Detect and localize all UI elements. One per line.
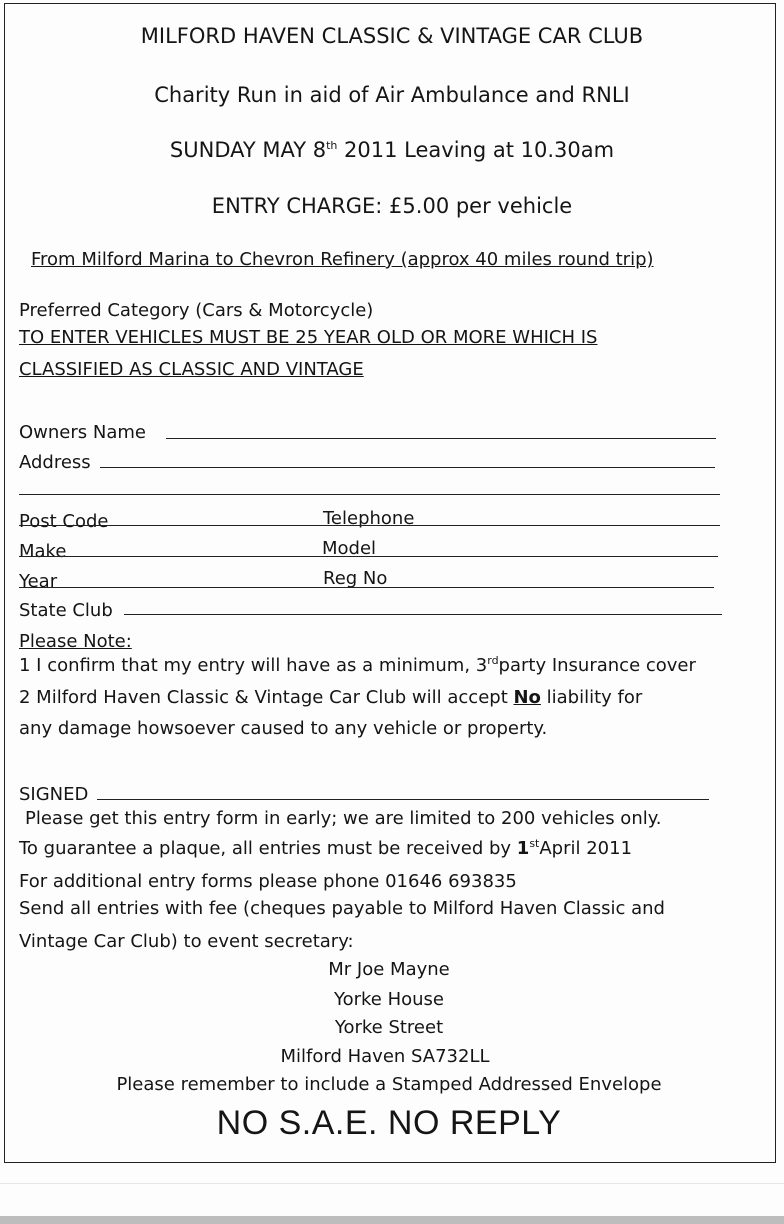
liability-emphasis: No (513, 687, 541, 708)
make-model-field[interactable] (19, 556, 718, 557)
owners-name-label: Owners Name (19, 422, 146, 443)
post-code-label: Post Code (19, 511, 109, 532)
secretary-street: Yorke Street (334, 1017, 444, 1038)
age-rule-line1: TO ENTER VEHICLES MUST BE 25 YEAR OLD OR MORE WHICH IS (19, 327, 598, 348)
send-entries-line1: Send all entries with fee (cheques payable to Milford Haven Classic and (19, 898, 665, 919)
telephone-label: Telephone (323, 508, 415, 529)
make-label: Make (19, 541, 67, 562)
year-label: Year (19, 571, 58, 592)
liability-note: 2 Milford Haven Classic & Vintage Car Club will accept No liability for (19, 687, 643, 708)
plaque-deadline: To guarantee a plaque, all entries must be received by 1stApril 2011 (19, 837, 633, 859)
additional-forms-phone: For additional entry forms please phone 01646 693835 (19, 871, 517, 892)
charity-line: Charity Run in aid of Air Ambulance and RNLI (154, 83, 630, 107)
please-note-heading: Please Note: (19, 631, 132, 652)
signature-field[interactable] (97, 799, 709, 800)
owners-name-field[interactable] (166, 438, 716, 439)
post-code-telephone-field[interactable] (19, 525, 720, 526)
club-title: MILFORD HAVEN CLASSIC & VINTAGE CAR CLUB (140, 24, 644, 48)
preferred-category: Preferred Category (Cars & Motorcycle) (19, 300, 374, 321)
reg-no-label: Reg No (323, 568, 388, 589)
secretary-house: Yorke House (333, 989, 444, 1010)
sae-reminder: Please remember to include a Stamped Addressed Envelope (116, 1074, 662, 1095)
early-entry-note: Please get this entry form in early; we are limited to 200 vehicles only. (25, 808, 662, 829)
entry-charge: ENTRY CHARGE: £5.00 per vehicle (211, 194, 573, 218)
insurance-note: 1 I confirm that my entry will have as a minimum, 3rdparty Insurance cover (19, 654, 696, 676)
scan-edge-line (0, 1183, 784, 1184)
scan-bottom-edge (0, 1216, 784, 1224)
send-entries-line2: Vintage Car Club) to event secretary: (19, 931, 354, 952)
no-sae-warning: NO S.A.E. NO REPLY (216, 1104, 562, 1142)
secretary-town: Milford Haven SA732LL (280, 1046, 490, 1067)
event-date: SUNDAY MAY 8th 2011 Leaving at 10.30am (169, 138, 615, 162)
year-reg-field[interactable] (19, 587, 714, 588)
address-field-line2[interactable] (19, 494, 720, 495)
route-line: From Milford Marina to Chevron Refinery (approx 40 miles round trip) (31, 249, 654, 270)
signed-label: SIGNED (19, 784, 89, 805)
liability-note-cont: any damage howsoever caused to any vehicle or property. (19, 718, 548, 739)
address-field-line1[interactable] (100, 467, 715, 468)
model-label: Model (322, 538, 377, 559)
secretary-name: Mr Joe Mayne (328, 959, 450, 980)
address-label: Address (19, 452, 91, 473)
state-club-field[interactable] (124, 614, 722, 615)
state-club-label: State Club (19, 600, 113, 621)
age-rule-line2: CLASSIFIED AS CLASSIC AND VINTAGE (19, 359, 364, 380)
